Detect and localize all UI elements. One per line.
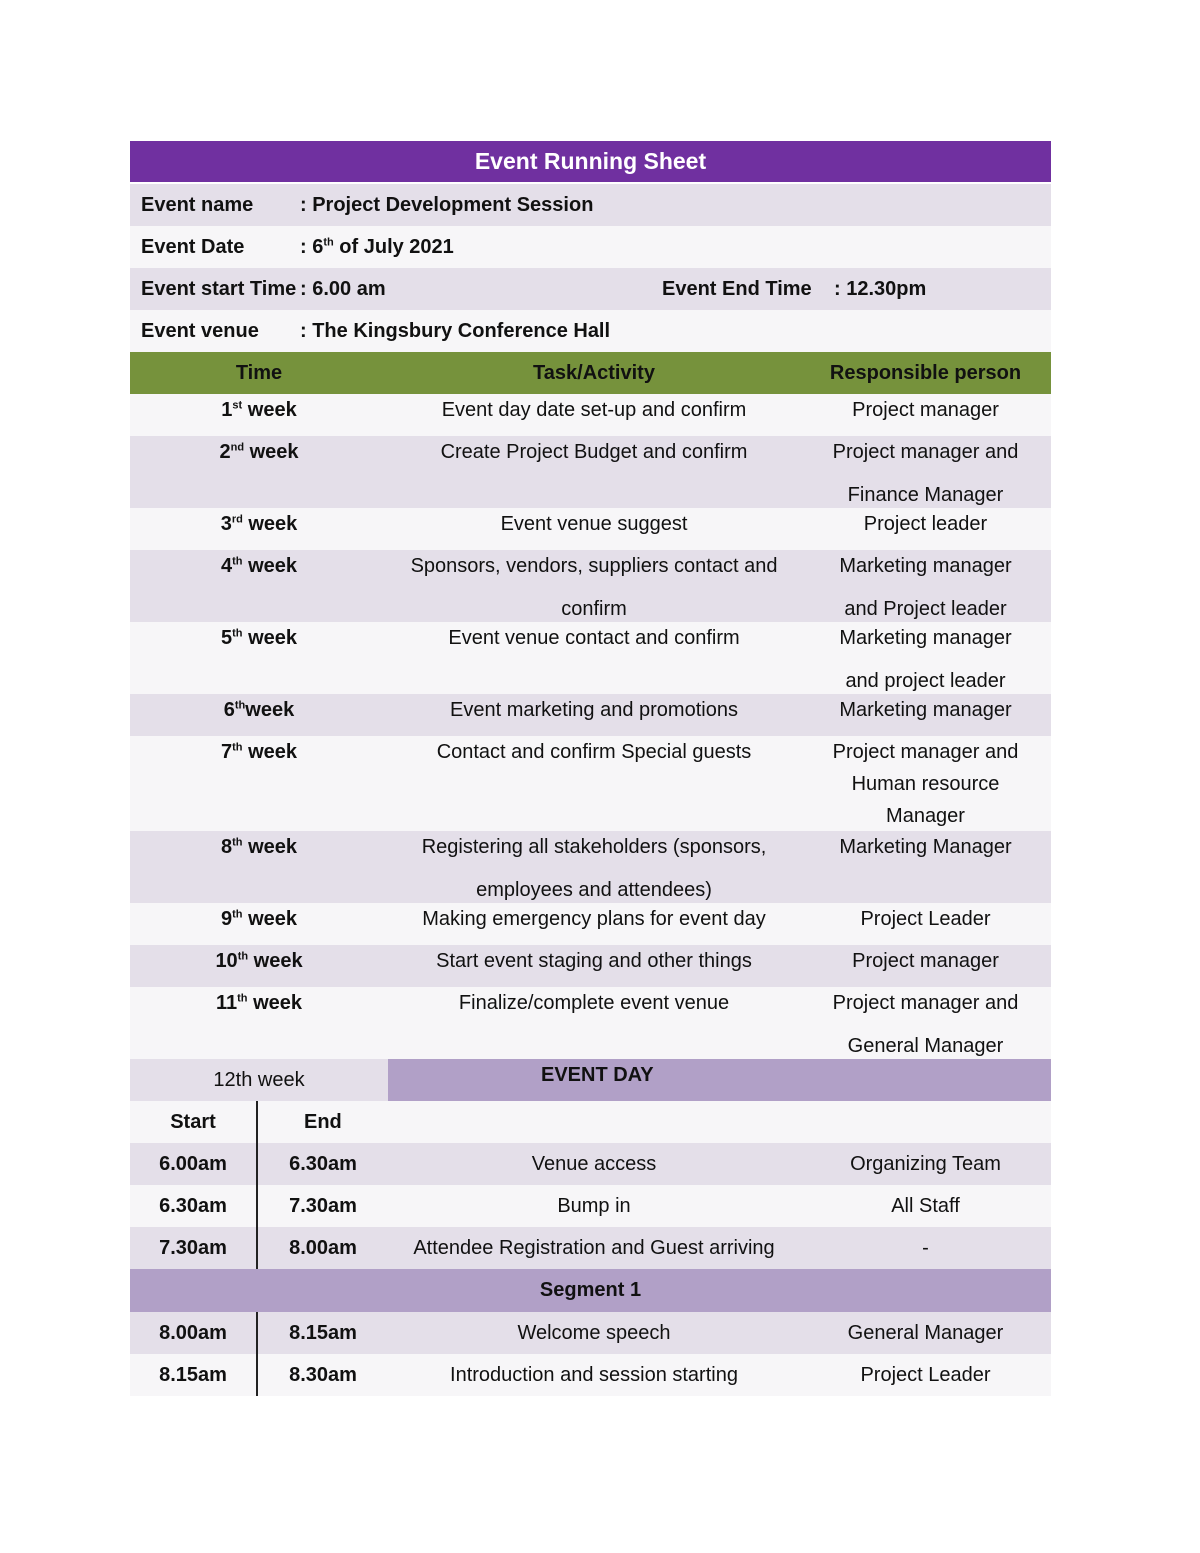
person-line: Marketing Manager [839,836,1012,858]
person-line: Project manager and [832,441,1019,463]
week-ordinal: th [232,627,243,640]
week-label [130,622,388,654]
running-sheet-table [130,141,1051,1396]
week-word: week [242,627,297,649]
week-task [388,898,800,941]
schedule-person: Project Leader [860,1364,991,1386]
week-responsible-person [800,898,1051,941]
event-date-month-year: of July 2021 [333,235,454,258]
person-line: Project manager [852,950,999,972]
schedule-start-time: 6.00am [159,1153,227,1175]
week-ordinal: nd [230,441,245,454]
event-day-week-label: 12th week [130,1059,388,1101]
week-row [130,831,1051,903]
week-label [130,394,388,426]
event-venue-row [130,310,1051,352]
week-number: 3 [220,513,232,535]
schedule-end-time: 7.30am [256,1185,388,1227]
week-label [130,550,388,582]
schedule-end-header: End [256,1101,388,1143]
event-venue-label: Event venue [141,319,259,342]
person-line: Project leader [863,513,988,535]
week-task [388,689,800,732]
schedule-start-time: 7.30am [159,1237,227,1259]
person-line: and Project leader [844,598,1007,620]
event-date-value [300,236,1051,259]
week-number: 10 [215,950,238,972]
week-task-line: employees and attendees) [476,879,712,901]
week-number: 7 [221,741,233,763]
week-word: week [242,741,297,763]
week-word: week [244,441,299,463]
week-task [388,617,800,660]
week-number: 4 [221,555,233,577]
week-row [130,550,1051,622]
week-word: week [242,555,297,577]
week-task [388,389,800,432]
week-label [130,508,388,540]
event-start-value: : 6.00 am [300,277,386,300]
event-name-row [130,184,1051,226]
week-task [388,431,800,474]
week-responsible-person [800,982,1051,1068]
event-name-label: Event name [141,193,254,216]
schedule-start-time: 8.00am [159,1322,227,1344]
segment-row: Segment 1 [130,1269,1051,1312]
schedule-task: Attendee Registration and Guest arriving [413,1237,775,1259]
schedule-task: Welcome speech [517,1322,671,1344]
event-day-label: EVENT DAY [388,1059,1051,1101]
schedule-end-time: 8.30am [256,1354,388,1396]
week-number: 6 [223,699,235,721]
person-line: Marketing manager [839,699,1012,721]
schedule-person: All Staff [891,1195,960,1217]
schedule-person: Organizing Team [850,1153,1001,1175]
person-line: Marketing manager [839,555,1012,577]
schedule-start-time: 6.30am [159,1195,227,1217]
schedule-start-time: 8.15am [159,1364,227,1386]
week-row [130,622,1051,694]
schedule-end-time: 8.15am [256,1312,388,1354]
week-task-line: Event day date set-up and confirm [441,399,747,421]
week-row [130,987,1051,1059]
schedule-header-row [130,1101,1051,1143]
schedule-person: - [922,1237,929,1259]
week-word: week [245,699,295,721]
week-responsible-person [800,503,1051,546]
week-responsible-person [800,389,1051,432]
week-word: week [242,399,297,421]
week-word: week [242,513,298,535]
event-day-row [130,1059,1051,1101]
week-row [130,694,1051,736]
event-name-value: : Project Development Session [300,193,594,216]
week-label [130,903,388,935]
week-word: week [247,992,303,1014]
schedule-task: Bump in [557,1195,631,1217]
week-task-line: Registering all stakeholders (sponsors, [421,836,767,858]
person-line: Project manager and [832,741,1019,763]
week-task-line: Event venue contact and confirm [448,627,740,649]
week-task [388,731,800,774]
schedule-task: Introduction and session starting [450,1364,738,1386]
schedule-start-header: Start [170,1111,216,1133]
week-number: 1 [221,399,233,421]
week-task-line: Event venue suggest [500,513,688,535]
week-responsible-person [800,826,1051,869]
weeks-list [130,394,1051,1059]
week-row [130,903,1051,945]
schedule-task: Venue access [531,1153,657,1175]
week-task-line: confirm [561,598,627,620]
event-start-label: Event start Time [141,277,297,300]
column-header-person: Responsible person [829,362,1022,384]
event-end-value: : 12.30pm [834,277,927,300]
week-task-line: Making emergency plans for event day [422,908,766,930]
event-venue-value: : The Kingsbury Conference Hall [300,319,611,342]
sheet-title: Event Running Sheet [130,141,1051,184]
week-task-line: Start event staging and other things [436,950,752,972]
week-row [130,736,1051,831]
schedule-list-2 [130,1312,1051,1396]
week-row [130,394,1051,436]
person-line: Project manager [852,399,999,421]
week-ordinal: th [237,950,249,963]
week-task-line: Create Project Budget and confirm [440,441,748,463]
week-ordinal: th [232,555,243,568]
week-task-line: Finalize/complete event venue [458,992,730,1014]
schedule-row [130,1227,1051,1269]
column-header-time: Time [235,361,283,384]
week-ordinal: rd [231,513,243,526]
week-label [130,694,388,726]
week-ordinal: th [237,992,248,1005]
week-label [130,436,388,468]
schedule-row [130,1185,1051,1227]
week-label [130,945,388,977]
person-line: Manager [886,805,965,827]
week-word: week [242,908,297,930]
schedule-row [130,1354,1051,1396]
event-time-row [130,268,1051,310]
week-task-line: Contact and confirm Special guests [436,741,752,763]
week-number: 8 [221,836,233,858]
week-word: week [248,950,303,972]
event-date-ordinal: th [323,235,334,248]
week-task-line: Event marketing and promotions [450,699,738,721]
person-line: Project manager and [832,992,1019,1014]
week-row [130,436,1051,508]
schedule-row [130,1312,1051,1354]
week-number: 11 [215,992,238,1014]
week-responsible-person [800,736,1051,832]
schedule-end-time: 6.30am [256,1143,388,1185]
person-line: Finance Manager [847,484,1004,506]
person-line: Human resource [851,773,1000,795]
week-label [130,987,388,1019]
event-end-label: Event End Time [662,277,812,300]
week-task [388,503,800,546]
week-number: 5 [221,627,233,649]
event-date-row [130,226,1051,268]
week-row [130,508,1051,550]
event-date-day: : 6 [300,235,324,258]
schedule-list-1 [130,1143,1051,1269]
week-row [130,945,1051,987]
event-date-label: Event Date [141,235,245,258]
week-number: 9 [221,908,233,930]
person-line: and project leader [845,670,1006,692]
column-header-row [130,352,1051,394]
schedule-row [130,1143,1051,1185]
person-line: Marketing manager [839,627,1012,649]
week-ordinal: th [232,836,243,849]
schedule-person: General Manager [847,1322,1004,1344]
week-ordinal: st [232,399,243,412]
week-task-line: Sponsors, vendors, suppliers contact and [410,555,778,577]
person-line: Project Leader [860,908,991,930]
week-number: 2 [219,441,231,463]
schedule-end-time: 8.00am [256,1227,388,1269]
week-ordinal: th [232,908,243,921]
column-header-task: Task/Activity [533,361,655,384]
week-label [130,831,388,863]
week-responsible-person [800,940,1051,983]
week-word: week [242,836,297,858]
week-task [388,940,800,983]
week-ordinal: th [232,741,243,754]
week-label [130,736,388,768]
week-ordinal: th [234,699,246,712]
week-responsible-person [800,689,1051,732]
week-task [388,982,800,1025]
person-line: General Manager [847,1035,1004,1057]
